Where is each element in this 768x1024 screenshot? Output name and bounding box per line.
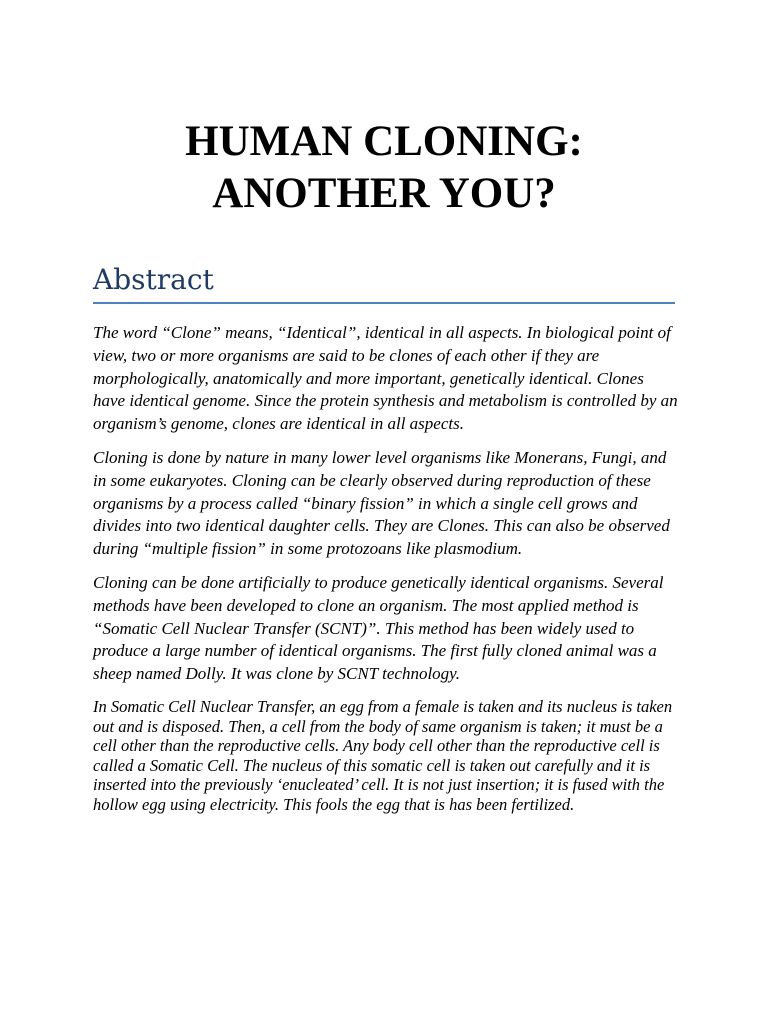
abstract-body	[93, 322, 678, 826]
title-line-1: HUMAN CLONING:	[185, 118, 583, 165]
title-line-2: ANOTHER YOU?	[212, 170, 556, 217]
paragraph-2: Cloning is done by nature in many lower level organisms like Monerans, Fungi, and in some eukaryotes. Cloning can be clearly observed during reproduction of these organisms by a process called “binary fission” in which a single cell grows and divides into two identical daughter cells. They are Clones. This can also be observed during “multiple fission” in some protozoans like plasmodium.	[93, 447, 670, 559]
document-title	[0, 116, 768, 220]
paragraph-3: Cloning can be done artificially to produce genetically identical organisms. Several methods have been developed to clone an organism. The most applied method is “Somatic Cell Nuclear Transfer (SCNT)”. This method has been widely used to produce a large number of identical organisms. The first fully cloned animal was a sheep named Dolly. It was clone by SCNT technology.	[93, 572, 664, 684]
heading-underline-rule	[93, 302, 675, 304]
paragraph-1: The word “Clone” means, “Identical”, identical in all aspects. In biological point of view, two or more organisms are said to be clones of each other if they are morphologically, anatomically and more important, genetically identical. Clones have identical genome. Since the protein synthesis and metabolism is controlled by an organism’s genome, clones are identical in all aspects.	[93, 323, 678, 434]
paragraph-4: In Somatic Cell Nuclear Transfer, an egg from a female is taken and its nucleus is taken out and is disposed. Then, a cell from the body of same organism is taken; it must be a cell other than the reproductive cells. Any body cell other than the reproductive cell is called a Somatic Cell. The nucleus of this somatic cell is taken out carefully and it is inserted into the previously ‘enucleated’ cell. It is not just insertion; it is fused with the hollow egg using electricity. This fools the egg that is has been fertilized.	[93, 696, 673, 814]
section-heading-abstract: Abstract	[93, 263, 214, 296]
